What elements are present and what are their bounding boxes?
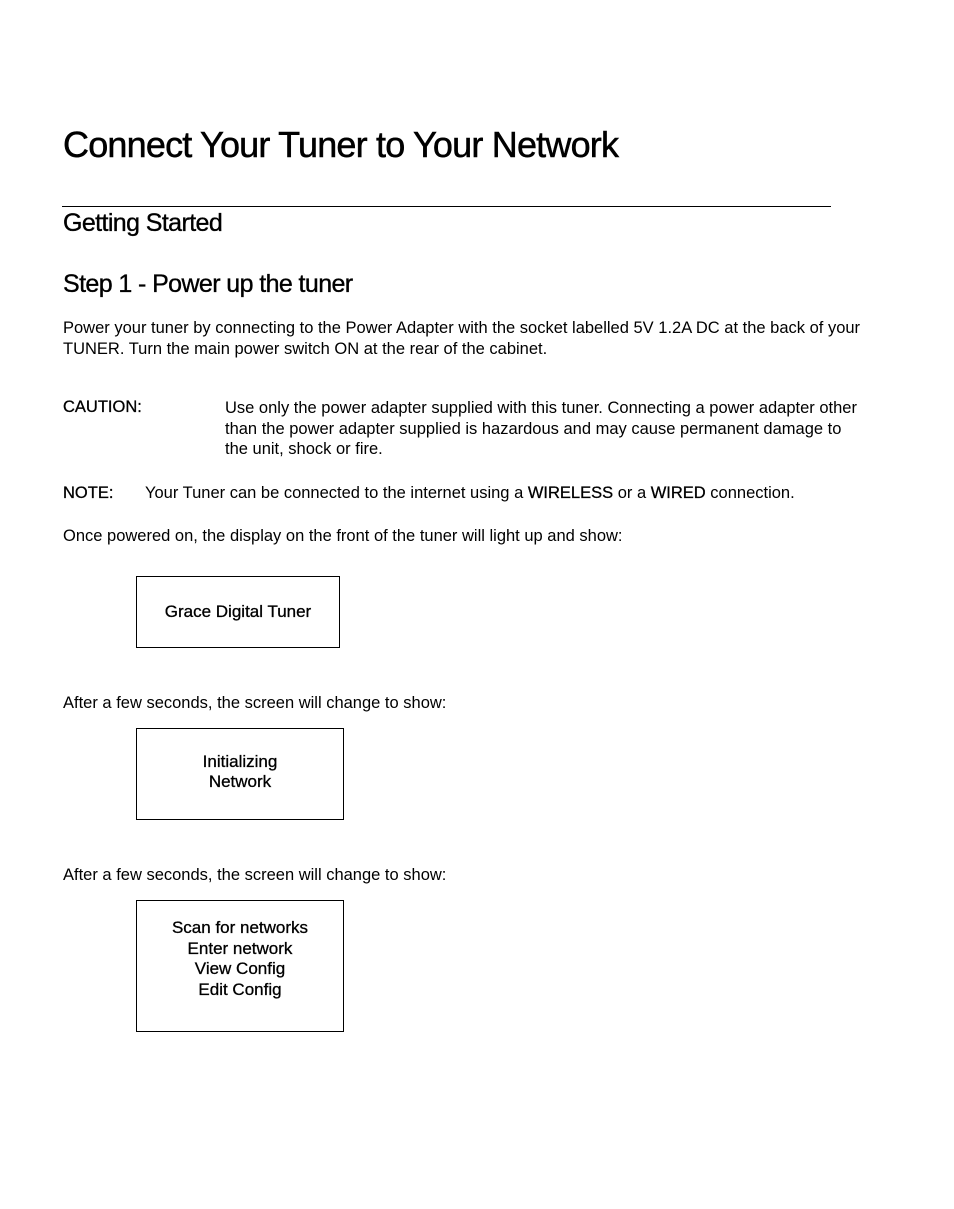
after-seconds-text-2: After a few seconds, the screen will change to show: [63, 866, 447, 884]
display-line: Enter network [187, 938, 293, 958]
display-line: Edit Config [198, 979, 282, 999]
step-heading: Step 1 - Power up the tuner [63, 270, 353, 298]
display-line: Network [208, 772, 272, 791]
intro-paragraph: Power your tuner by connecting to the Power Adapter with the socket labelled 5V 1.2A DC at the back of your TUNER. Turn the main power switch ON at the rear of the cabinet. [63, 319, 861, 358]
note-wireless: WIRELESS [527, 484, 614, 502]
display-line: Initializing [202, 751, 278, 771]
display-box-initializing [136, 728, 344, 820]
display-line: Scan for networks [171, 918, 309, 937]
note-text-before: Your Tuner can be connected to the internet using a [145, 484, 528, 502]
title-divider [62, 206, 831, 207]
display-line: View Config [194, 959, 286, 978]
note-label: NOTE: [63, 484, 114, 502]
powered-on-text: Once powered on, the display on the front of the tuner will light up and show: [63, 527, 623, 545]
after-seconds-text-1: After a few seconds, the screen will change to show: [63, 694, 447, 712]
caution-label: CAUTION: [63, 398, 142, 416]
note-text [145, 484, 795, 503]
caution-text: Use only the power adapter supplied with this tuner. Connecting a power adapter other than the power adapter supplied is hazardous and may cause permanent damage to the unit, shock or fire. [225, 399, 857, 458]
note-text-after: connection. [705, 484, 795, 502]
display-line: Grace Digital Tuner [164, 601, 312, 621]
page-title: Connect Your Tuner to Your Network [63, 124, 619, 165]
display-box-network-menu [136, 900, 344, 1032]
display-box-welcome [136, 576, 340, 648]
section-heading: Getting Started [63, 209, 223, 237]
note-wired: WIRED [650, 484, 706, 502]
note-text-middle: or a [613, 484, 651, 502]
